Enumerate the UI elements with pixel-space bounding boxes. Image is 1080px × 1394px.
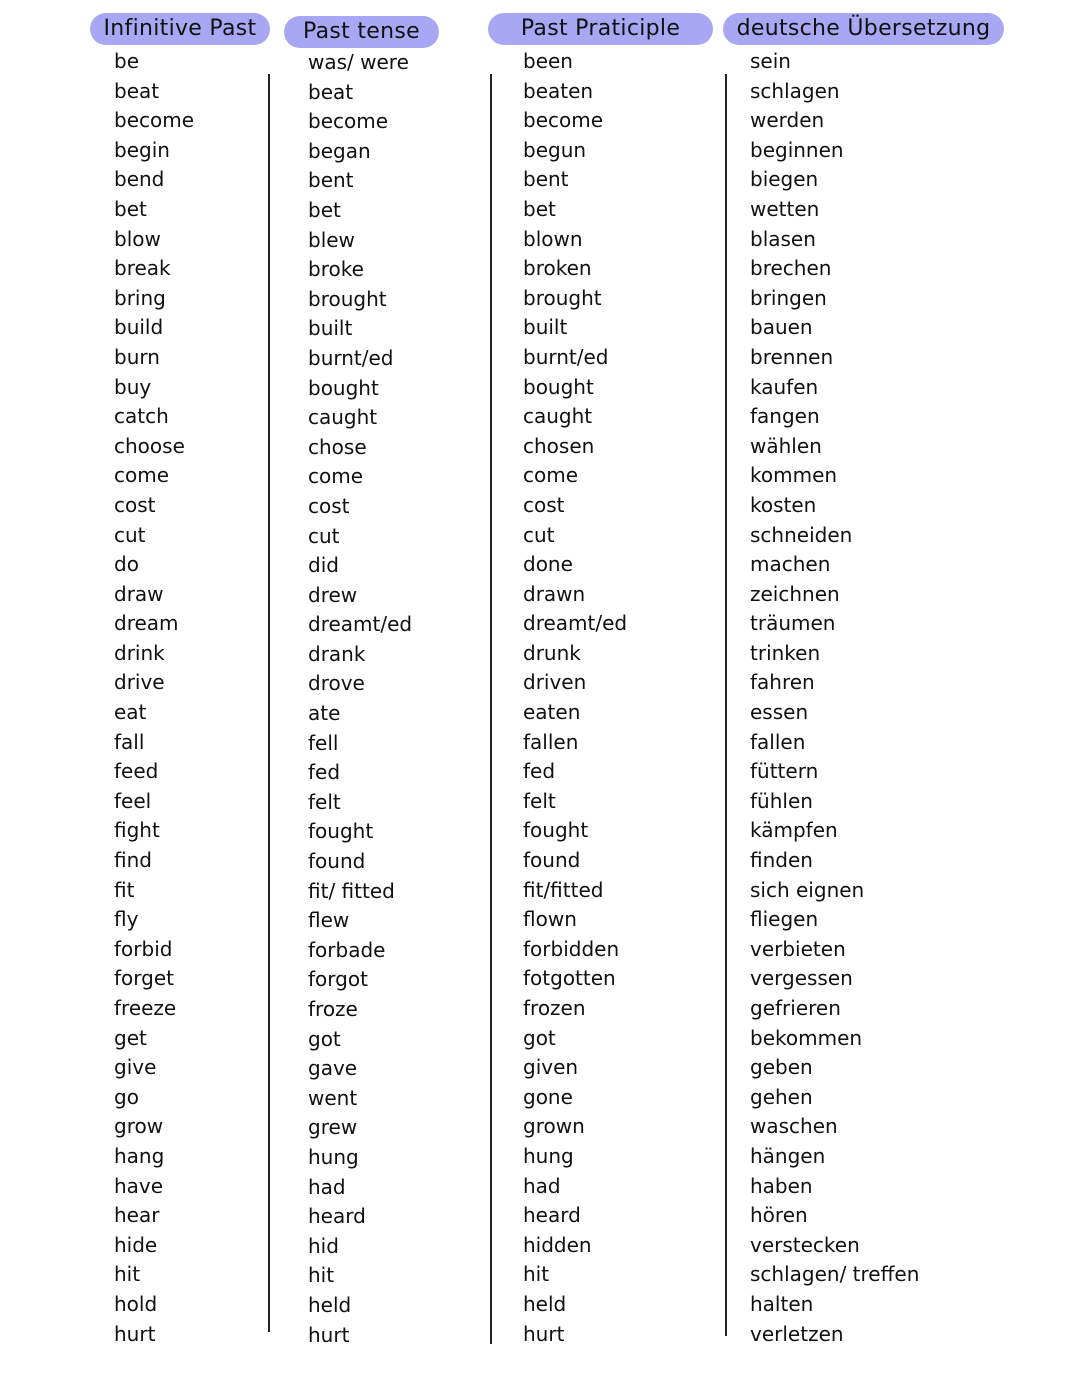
past-tense-cell: went [308, 1085, 358, 1110]
past-participle-cell: fed [523, 759, 556, 784]
past-participle-cell: fit/fitted [523, 877, 604, 902]
past-participle-cell: forbidden [523, 936, 620, 961]
column-divider [490, 74, 492, 1344]
past-participle-cell: broken [523, 256, 592, 281]
past-participle-cell: beaten [523, 78, 594, 103]
infinitive-cell: feed [114, 759, 159, 784]
infinitive-cell: begin [114, 137, 170, 162]
past-tense-cell: beat [308, 79, 354, 104]
past-tense-cell: hung [308, 1144, 359, 1169]
infinitive-cell: cut [114, 522, 146, 547]
translation-cell: waschen [750, 1114, 838, 1139]
infinitive-cell: forget [114, 966, 174, 991]
translation-cell: füttern [750, 759, 819, 784]
infinitive-cell: beat [114, 78, 160, 103]
infinitive-cell: hang [114, 1143, 165, 1168]
past-participle-cell: held [523, 1291, 567, 1316]
past-tense-cell: was/ were [308, 50, 409, 74]
past-tense-cell: forbade [308, 937, 386, 962]
infinitive-cell: freeze [114, 996, 177, 1020]
translation-cell: hängen [750, 1143, 826, 1168]
infinitive-cell: cost [114, 492, 156, 517]
infinitive-cell: hit [114, 1262, 141, 1287]
translation-cell: fühlen [750, 788, 813, 813]
past-tense-cell: caught [308, 405, 378, 430]
translation-cell: kosten [750, 492, 817, 517]
past-participle-cell: fought [523, 818, 589, 843]
infinitive-cell: become [114, 108, 195, 133]
past-participle-cell: done [523, 552, 573, 577]
translation-cell: verletzen [750, 1321, 844, 1346]
infinitive-cell: fly [114, 907, 139, 932]
past-participle-cell: fallen [523, 729, 579, 754]
translation-cell: verstecken [750, 1232, 860, 1257]
past-tense-cell: brought [308, 286, 387, 311]
past-tense-cell: blew [308, 227, 355, 252]
past-participle-cell: grown [523, 1114, 585, 1139]
past-tense-cell: held [308, 1292, 352, 1317]
infinitive-cell: forbid [114, 936, 173, 961]
translation-cell: gehen [750, 1084, 813, 1109]
past-participle-cell: got [523, 1025, 556, 1050]
infinitive-cell: hurt [114, 1321, 156, 1346]
past-tense-cell: burnt/ed [308, 345, 394, 370]
translation-cell: machen [750, 552, 831, 577]
past-participle-cell: eaten [523, 700, 581, 725]
infinitive-cell: dream [114, 611, 179, 636]
past-participle-cell: begun [523, 137, 587, 162]
past-tense-cell: bent [308, 168, 354, 193]
past-participle-cell: drunk [523, 640, 581, 665]
infinitive-cell: feel [114, 788, 152, 813]
past-participle-cell: been [523, 49, 573, 73]
column-divider [725, 74, 727, 1336]
past-tense-cell: hid [308, 1233, 339, 1258]
past-participle-cell: flown [523, 907, 577, 932]
translation-cell: hören [750, 1203, 808, 1228]
past-participle-cell: frozen [523, 996, 586, 1020]
translation-cell: bauen [750, 315, 813, 340]
past-participle-cell: become [523, 108, 604, 133]
infinitive-cell: blow [114, 226, 161, 251]
past-participle-cell: driven [523, 670, 587, 695]
past-tense-cell: fit/ fitted [308, 878, 395, 903]
column-german-translation [750, 47, 919, 1349]
translation-cell: beginnen [750, 137, 844, 162]
translation-cell: finden [750, 848, 813, 873]
infinitive-cell: eat [114, 700, 147, 725]
past-tense-cell: chose [308, 434, 367, 459]
header-infinitive: Infinitive Past [90, 13, 270, 45]
past-tense-cell: gave [308, 1056, 358, 1081]
infinitive-cell: break [114, 256, 171, 281]
header-german-translation: deutsche Übersetzung [723, 13, 1004, 45]
header-past-tense: Past tense [284, 16, 439, 48]
translation-cell: blasen [750, 226, 816, 251]
infinitive-cell: bet [114, 196, 147, 221]
translation-cell: fahren [750, 670, 815, 695]
infinitive-cell: fight [114, 818, 160, 843]
past-participle-cell: chosen [523, 433, 595, 458]
past-tense-cell: built [308, 316, 353, 341]
translation-cell: schneiden [750, 522, 853, 547]
translation-cell: essen [750, 700, 809, 725]
past-tense-cell: fell [308, 730, 339, 755]
past-participle-cell: bought [523, 374, 594, 399]
past-participle-cell: dreamt/ed [523, 611, 628, 636]
infinitive-cell: hold [114, 1291, 158, 1316]
translation-cell: gefrieren [750, 996, 841, 1020]
past-tense-cell: come [308, 464, 364, 489]
past-tense-cell: fought [308, 819, 374, 844]
past-participle-cell: heard [523, 1203, 581, 1228]
infinitive-cell: hear [114, 1203, 160, 1228]
past-participle-cell: built [523, 315, 568, 340]
translation-cell: fliegen [750, 907, 819, 932]
past-participle-cell: bet [523, 196, 556, 221]
past-tense-cell: drew [308, 582, 358, 607]
past-tense-cell: bought [308, 375, 379, 400]
infinitive-cell: give [114, 1055, 157, 1080]
infinitive-cell: go [114, 1084, 139, 1109]
infinitive-cell: drink [114, 640, 165, 665]
infinitive-cell: burn [114, 344, 160, 369]
translation-cell: trinken [750, 640, 821, 665]
past-tense-cell: fed [308, 760, 341, 785]
infinitive-cell: get [114, 1025, 147, 1050]
past-participle-cell: hurt [523, 1321, 565, 1346]
past-participle-cell: cost [523, 492, 565, 517]
past-tense-cell: heard [308, 1204, 366, 1229]
infinitive-cell: build [114, 315, 164, 340]
column-past-tense [308, 48, 412, 1350]
past-tense-cell: broke [308, 257, 364, 282]
past-tense-cell: did [308, 553, 339, 578]
infinitive-cell: have [114, 1173, 164, 1198]
translation-cell: halten [750, 1291, 814, 1316]
infinitive-cell: bring [114, 285, 166, 310]
past-participle-cell: had [523, 1173, 561, 1198]
past-participle-cell: bent [523, 167, 569, 192]
past-participle-cell: hidden [523, 1232, 592, 1257]
past-participle-cell: caught [523, 404, 593, 429]
column-infinitive [114, 47, 194, 1349]
past-tense-cell: grew [308, 1115, 358, 1140]
past-participle-cell: found [523, 848, 581, 873]
infinitive-cell: choose [114, 433, 185, 458]
translation-cell: kämpfen [750, 818, 838, 843]
translation-cell: haben [750, 1173, 813, 1198]
past-participle-cell: given [523, 1055, 579, 1080]
translation-cell: sein [750, 49, 791, 73]
past-tense-cell: drove [308, 671, 365, 696]
past-tense-cell: become [308, 109, 389, 134]
translation-cell: wählen [750, 433, 822, 458]
infinitive-cell: fit [114, 877, 135, 902]
past-participle-cell: gone [523, 1084, 573, 1109]
infinitive-cell: bend [114, 167, 165, 192]
header-past-participle: Past Praticiple [488, 13, 713, 45]
infinitive-cell: hide [114, 1232, 158, 1257]
translation-cell: zeichnen [750, 581, 840, 606]
past-tense-cell: began [308, 138, 371, 163]
translation-cell: sich eignen [750, 877, 865, 902]
infinitive-cell: draw [114, 581, 164, 606]
past-tense-cell: hit [308, 1263, 335, 1288]
translation-cell: brennen [750, 344, 834, 369]
translation-cell: werden [750, 108, 825, 133]
past-tense-cell: ate [308, 701, 341, 726]
past-tense-cell: cut [308, 523, 340, 548]
past-tense-cell: found [308, 849, 366, 874]
past-tense-cell: dreamt/ed [308, 612, 413, 637]
translation-cell: kommen [750, 463, 838, 488]
past-tense-cell: drank [308, 641, 366, 666]
past-participle-cell: fotgotten [523, 966, 616, 991]
past-tense-cell: flew [308, 908, 350, 933]
column-divider [268, 74, 270, 1332]
past-tense-cell: hurt [308, 1322, 350, 1347]
translation-cell: träumen [750, 611, 836, 636]
past-tense-cell: felt [308, 789, 341, 814]
past-participle-cell: cut [523, 522, 555, 547]
translation-cell: biegen [750, 167, 819, 192]
translation-cell: bekommen [750, 1025, 863, 1050]
infinitive-cell: be [114, 49, 139, 73]
past-participle-cell: burnt/ed [523, 344, 609, 369]
translation-cell: verbieten [750, 936, 846, 961]
past-participle-cell: felt [523, 788, 556, 813]
translation-cell: schlagen/ treffen [750, 1262, 920, 1287]
past-participle-cell: brought [523, 285, 602, 310]
past-participle-cell: come [523, 463, 579, 488]
translation-cell: vergessen [750, 966, 853, 991]
column-past-participle [523, 47, 627, 1349]
infinitive-cell: catch [114, 404, 169, 429]
infinitive-cell: come [114, 463, 170, 488]
infinitive-cell: buy [114, 374, 152, 399]
translation-cell: schlagen [750, 78, 840, 103]
past-tense-cell: got [308, 1026, 341, 1051]
translation-cell: kaufen [750, 374, 819, 399]
past-tense-cell: cost [308, 493, 350, 518]
translation-cell: geben [750, 1055, 813, 1080]
past-participle-cell: blown [523, 226, 583, 251]
translation-cell: fallen [750, 729, 806, 754]
past-participle-cell: hung [523, 1143, 574, 1168]
past-tense-cell: bet [308, 197, 341, 222]
past-participle-cell: drawn [523, 581, 586, 606]
infinitive-cell: do [114, 552, 139, 577]
translation-cell: fangen [750, 404, 820, 429]
past-tense-cell: had [308, 1174, 346, 1199]
past-tense-cell: forgot [308, 967, 368, 992]
infinitive-cell: fall [114, 729, 145, 754]
translation-cell: brechen [750, 256, 832, 281]
infinitive-cell: find [114, 848, 152, 873]
infinitive-cell: grow [114, 1114, 164, 1139]
infinitive-cell: drive [114, 670, 165, 695]
translation-cell: wetten [750, 196, 820, 221]
past-participle-cell: hit [523, 1262, 550, 1287]
past-tense-cell: froze [308, 997, 358, 1021]
translation-cell: bringen [750, 285, 827, 310]
